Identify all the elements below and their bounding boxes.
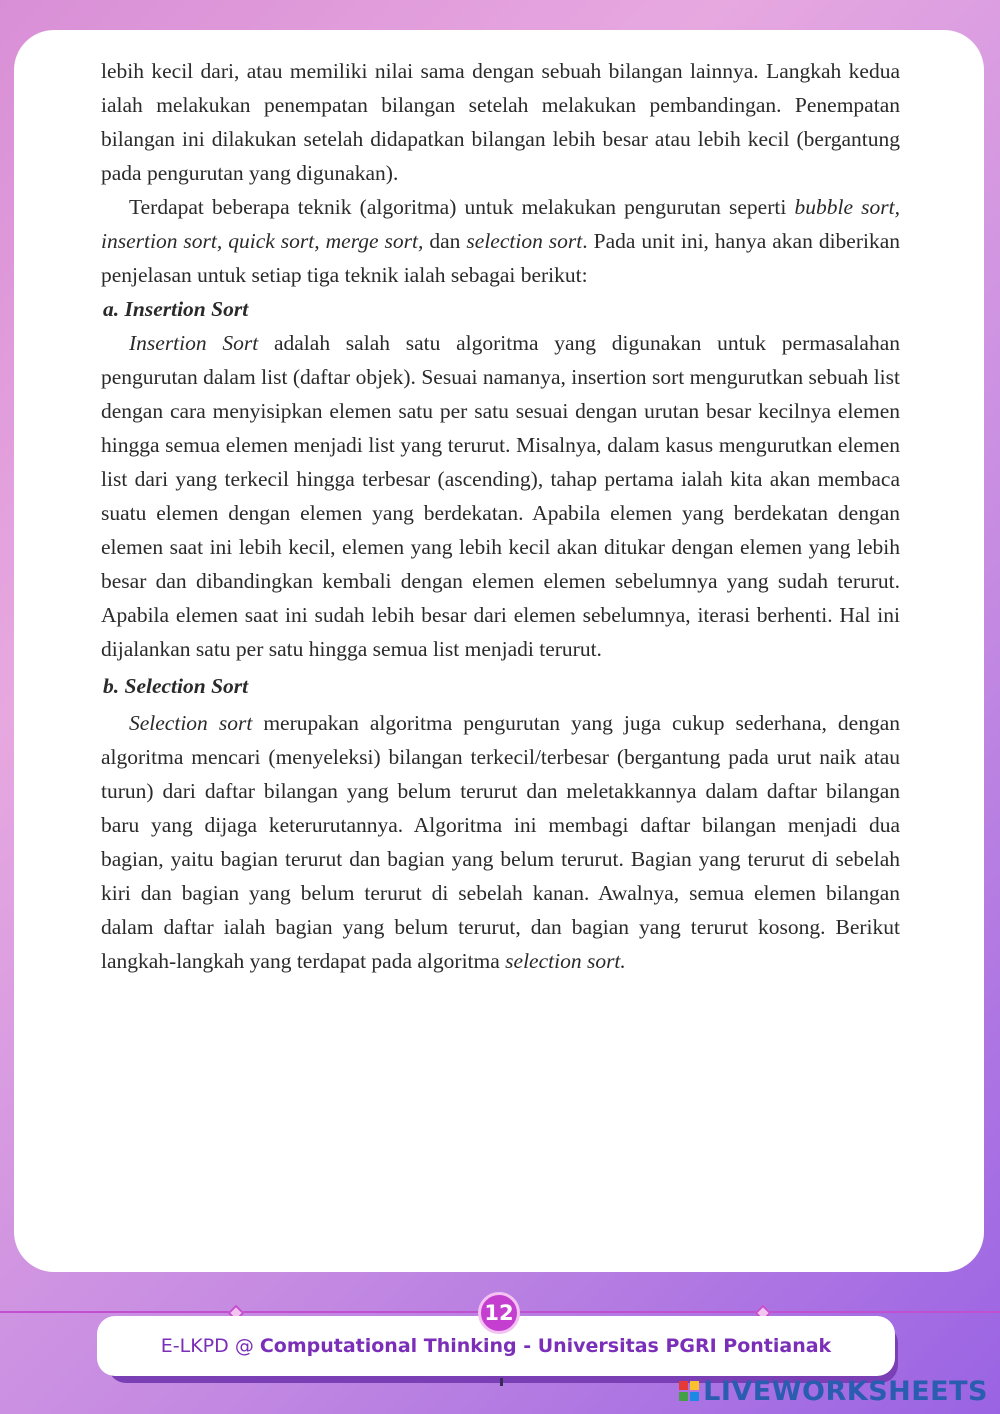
page-number-badge: 12 xyxy=(478,1292,520,1334)
logo-square-3 xyxy=(679,1392,688,1401)
footer-tick xyxy=(500,1378,503,1386)
liveworksheets-watermark xyxy=(679,1376,988,1406)
selection-sort-body: merupakan algoritma pengurutan yang juga cukup sederhana, dengan algoritma mencari (menyeleksi) bilangan terkecil/terbesar (bergantung pada urut naik atau turun) dari daftar bilangan yang belum terurut dan meletakkannya dalam daftar bilangan baru yang dijaga keterurutannya. Algoritma ini membagi daftar bilangan menjadi dua bagian, yaitu bagian terurut dan bagian yang belum terurut. Bagian yang terurut di sebelah kiri dan bagian yang belum terurut di sebelah kanan. Awalnya, semua elemen bilangan dalam daftar ialah bagian yang belum terurut, dan bagian yang terurut kosong. Berikut langkah-langkah yang terdapat pada algoritma xyxy=(101,711,900,973)
footer-prefix: E-LKPD @ xyxy=(160,1335,254,1357)
logo-square-2 xyxy=(690,1381,699,1390)
heading-selection-sort: b. Selection Sort xyxy=(103,674,249,698)
selection-sort-lead: Selection sort xyxy=(129,711,253,735)
logo-square-1 xyxy=(679,1381,688,1390)
paragraph-selection-sort xyxy=(101,706,900,978)
selection-sort-tail: selection sort. xyxy=(505,949,626,973)
document-body xyxy=(101,54,900,978)
footer-title: Computational Thinking - Universitas PGRI Pontianak xyxy=(259,1335,832,1357)
paragraph-techniques-list: bubble sort, insertion sort, quick sort, merge sort, xyxy=(101,195,900,253)
logo-square-4 xyxy=(690,1392,699,1401)
paragraph-techniques xyxy=(101,190,900,292)
watermark-text: LIVEWORKSHEETS xyxy=(703,1375,988,1407)
insertion-sort-lead: Insertion Sort xyxy=(129,331,259,355)
paragraph-techniques-text-b: dan xyxy=(423,229,467,253)
paragraph-techniques-text-c: . Pada unit ini, hanya akan diberikan penjelasan untuk setiap tiga teknik ialah sebagai berikut: xyxy=(101,229,901,287)
paragraph-intro: lebih kecil dari, atau memiliki nilai sama dengan sebuah bilangan lainnya. Langkah kedua ialah melakukan penempatan bilangan setelah melakukan pembandingan. Penempatan bilangan ini dilakukan setelah didapatkan bilangan lebih besar atau lebih kecil (bergantung pada pengurutan yang digunakan). xyxy=(101,59,900,185)
paragraph-insertion-sort xyxy=(101,326,900,666)
paragraph-techniques-text-a: Terdapat beberapa teknik (algoritma) untuk melakukan pengurutan seperti xyxy=(129,195,795,219)
paragraph-techniques-selection: selection sort xyxy=(466,229,583,253)
heading-insertion-sort: a. Insertion Sort xyxy=(103,297,249,321)
insertion-sort-body: adalah salah satu algoritma yang digunakan untuk permasalahan pengurutan dalam list (daftar objek). Sesuai namanya, insertion sort mengurutkan sebuah list dengan cara menyisipkan elemen satu per satu sesuai dengan urutan besar kecilnya elemen hingga semua elemen menjadi list yang terurut. Misalnya, dalam kasus mengurutkan elemen list dari yang terkecil hingga terbesar (ascending), tahap pertama ialah kita akan membaca suatu elemen dengan elemen yang berdekatan. Apabila elemen yang berdekatan dengan elemen saat ini lebih kecil, elemen yang lebih kecil akan ditukar dengan elemen yang lebih besar dan dibandingkan kembali dengan elemen elemen sebelumnya yang sudah terurut. Apabila elemen saat ini sudah lebih besar dari elemen sebelumnya, iterasi berhenti. Hal ini dijalankan satu per satu hingga semua list menjadi terurut. xyxy=(101,331,900,661)
liveworksheets-logo-icon xyxy=(679,1381,699,1401)
